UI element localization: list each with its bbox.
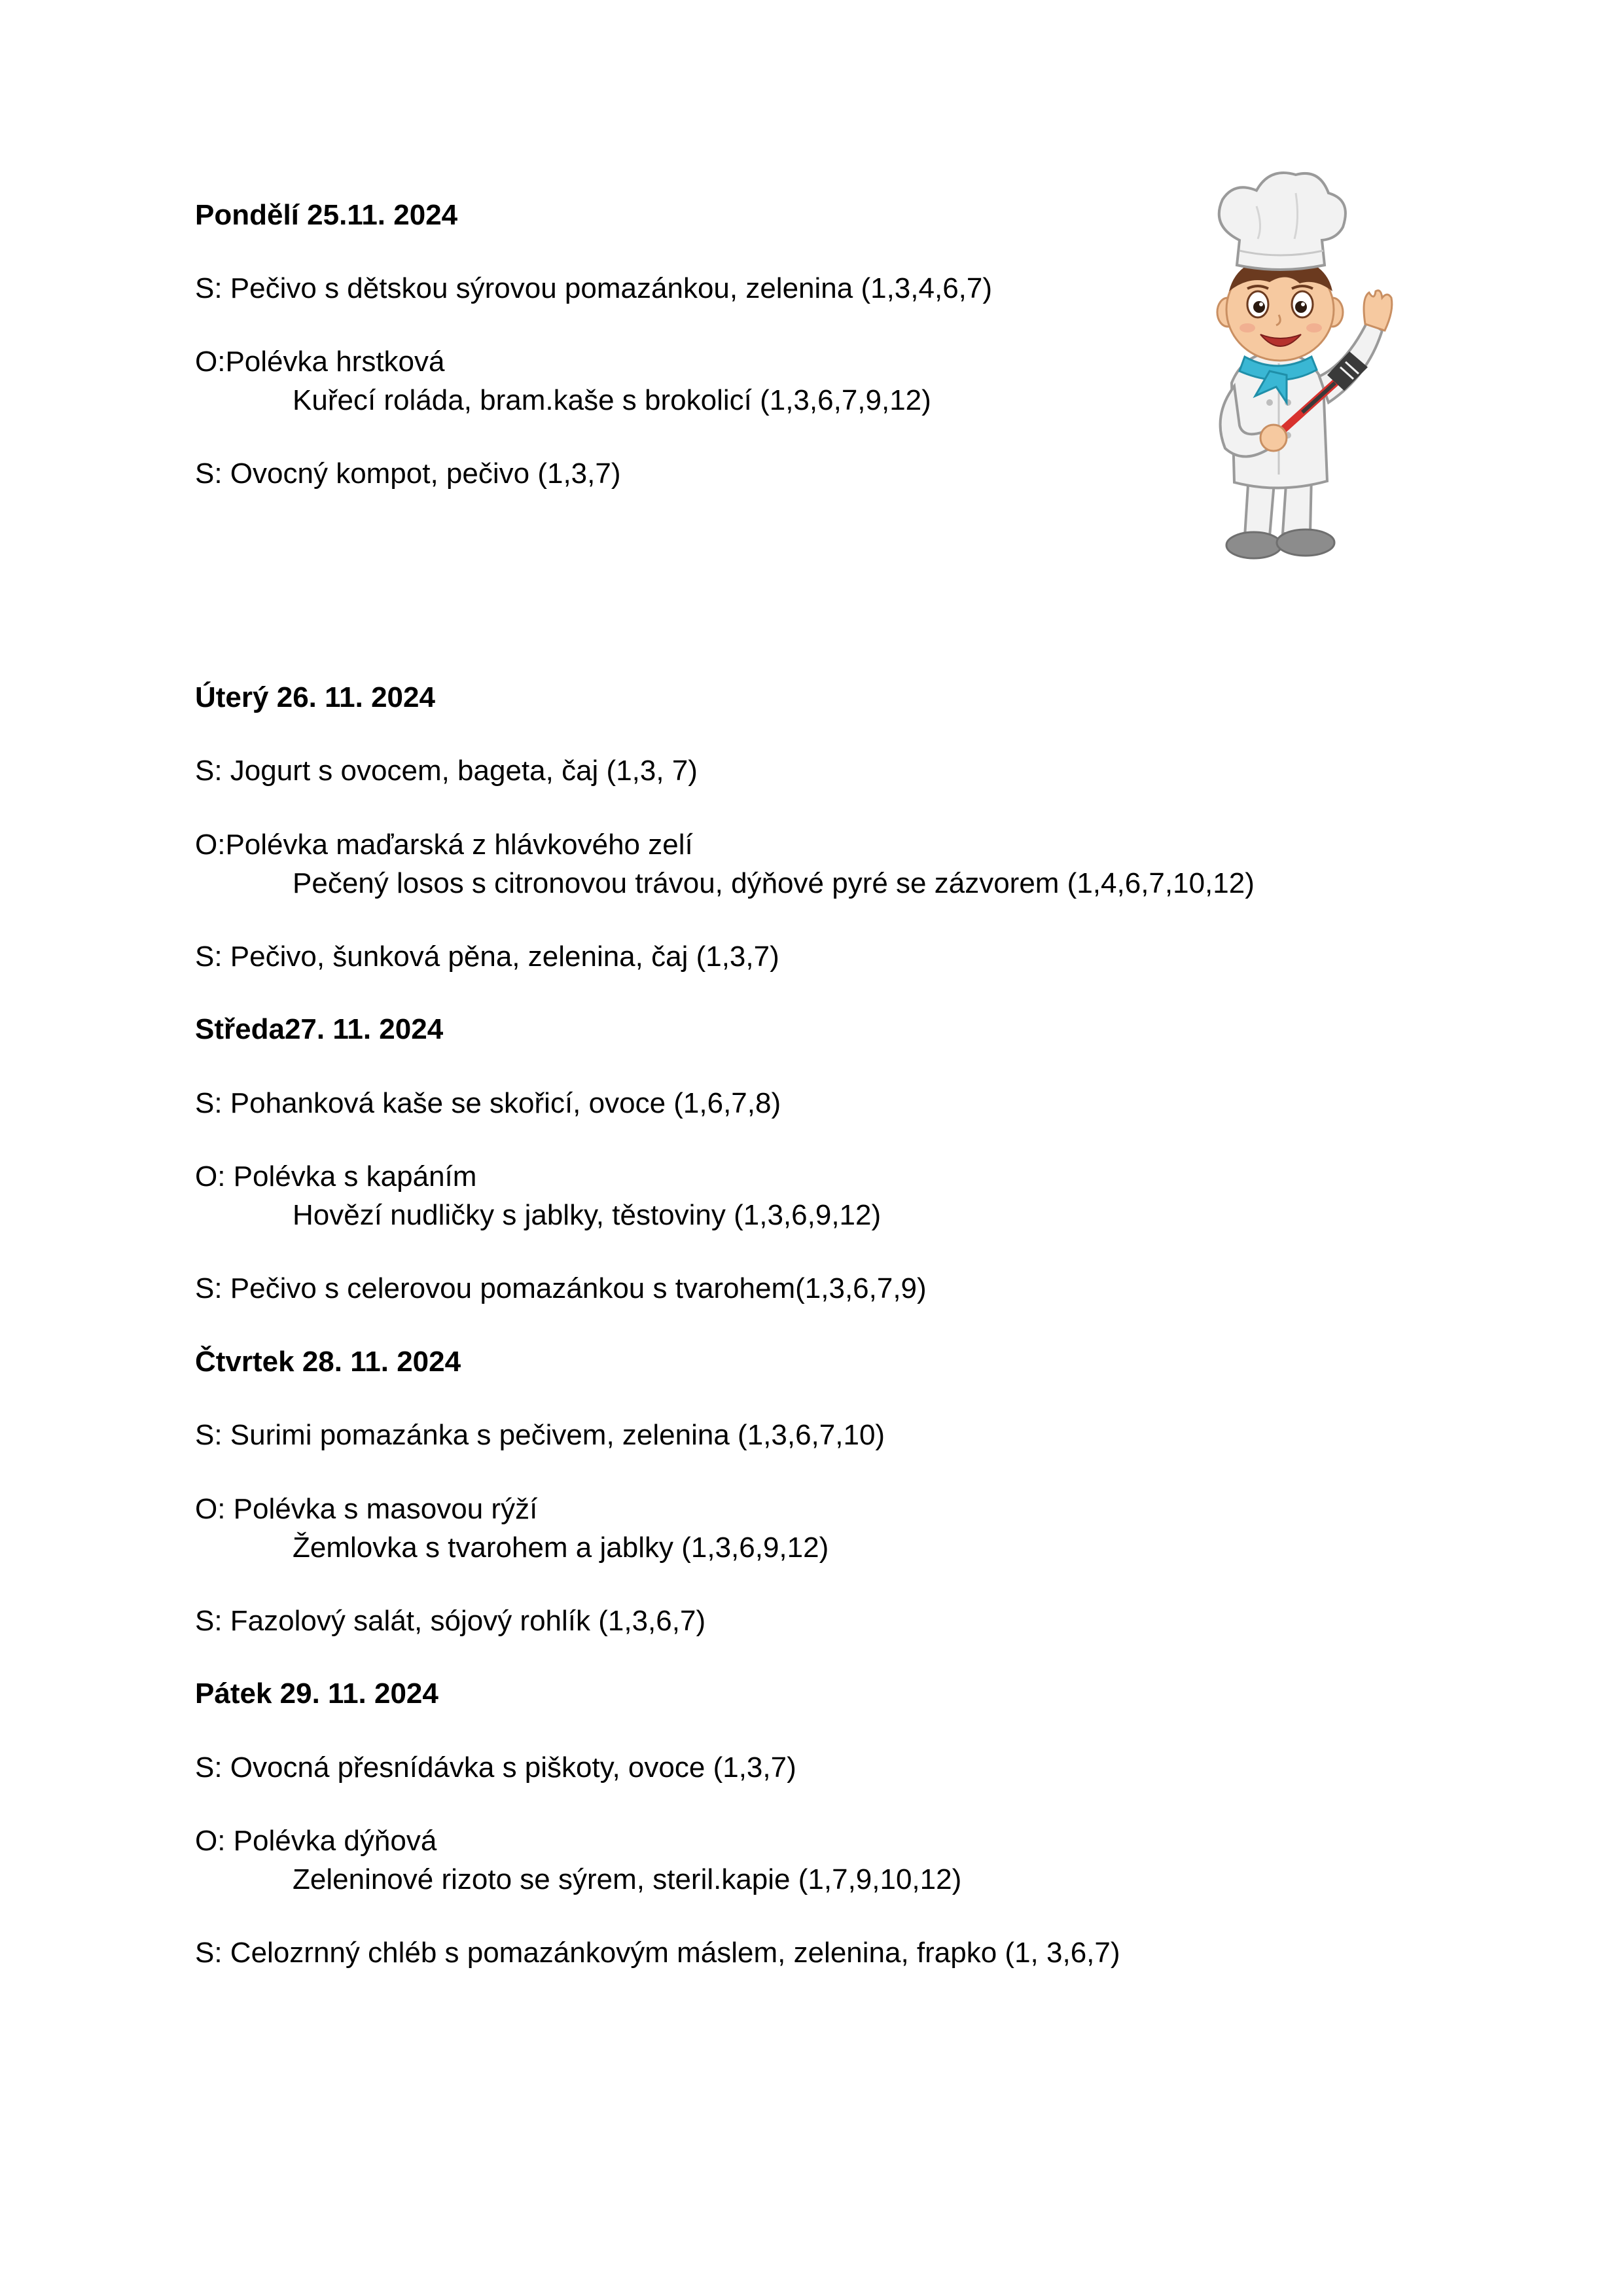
afternoon-snack-friday: S: Celozrnný chléb s pomazánkovým máslem, zelenina, frapko (1, 3,6,7) [195, 1937, 1120, 1969]
soup-monday: O:Polévka hrstková [195, 346, 445, 378]
morning-snack-tuesday: S: Jogurt s ovocem, bageta, čaj (1,3, 7) [195, 755, 698, 787]
day-heading-monday: Pondělí 25.11. 2024 [195, 199, 458, 231]
afternoon-snack-wednesday: S: Pečivo s celerovou pomazánkou s tvarohem(1,3,6,7,9) [195, 1272, 927, 1304]
morning-snack-thursday: S: Surimi pomazánka s pečivem, zelenina (1,3,6,7,10) [195, 1419, 885, 1451]
afternoon-snack-tuesday: S: Pečivo, šunková pěna, zelenina, čaj (1,3,7) [195, 941, 779, 973]
afternoon-snack-thursday: S: Fazolový salát, sójový rohlík (1,3,6,7) [195, 1605, 706, 1637]
soup-thursday: O: Polévka s masovou rýží [195, 1493, 538, 1525]
main-course-monday: Kuřecí roláda, bram.kaše s brokolicí (1,3,6,7,9,12) [293, 384, 931, 416]
chef-shoe-left [1226, 532, 1281, 558]
main-course-tuesday: Pečený losos s citronovou trávou, dýňové pyré se zázvorem (1,4,6,7,10,12) [293, 867, 1255, 899]
day-heading-friday: Pátek 29. 11. 2024 [195, 1677, 438, 1710]
morning-snack-wednesday: S: Pohanková kaše se skořicí, ovoce (1,6,7,8) [195, 1087, 781, 1119]
day-heading-thursday: Čtvrtek 28. 11. 2024 [195, 1346, 461, 1378]
soup-wednesday: O: Polévka s kapáním [195, 1160, 477, 1193]
chef-hand-holding [1260, 425, 1287, 451]
day-heading-wednesday: Středa27. 11. 2024 [195, 1013, 444, 1045]
main-course-friday: Zeleninové rizoto se sýrem, steril.kapie (1,7,9,10,12) [293, 1863, 962, 1895]
day-heading-tuesday: Úterý 26. 11. 2024 [195, 681, 435, 713]
soup-friday: O: Polévka dýňová [195, 1825, 437, 1857]
afternoon-snack-monday: S: Ovocný kompot, pečivo (1,3,7) [195, 457, 621, 490]
main-course-wednesday: Hovězí nudličky s jablky, těstoviny (1,3,6,9,12) [293, 1199, 882, 1231]
chef-shoe-right [1277, 529, 1334, 556]
chef-hand-waving [1364, 291, 1392, 331]
morning-snack-monday: S: Pečivo s dětskou sýrovou pomazánkou, zelenina (1,3,4,6,7) [195, 272, 993, 304]
morning-snack-friday: S: Ovocná přesnídávka s piškoty, ovoce (1,3,7) [195, 1751, 796, 1784]
chef-illustration-icon [1171, 167, 1420, 566]
soup-tuesday: O:Polévka maďarská z hlávkového zelí [195, 829, 693, 861]
main-course-thursday: Žemlovka s tvarohem a jablky (1,3,6,9,12) [293, 1532, 829, 1564]
